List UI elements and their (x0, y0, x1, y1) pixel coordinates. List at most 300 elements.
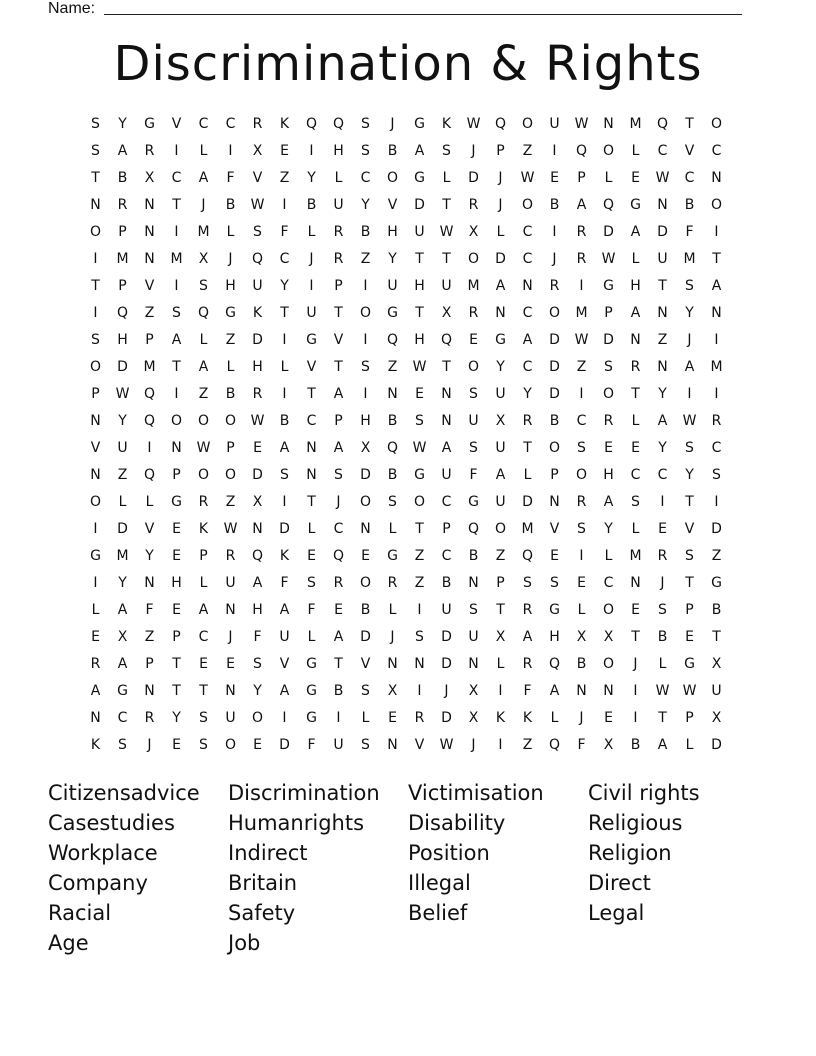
grid-letter[interactable]: M (629, 548, 642, 564)
grid-letter[interactable]: P (334, 413, 343, 429)
grid-letter[interactable]: W (655, 683, 670, 699)
grid-letter[interactable]: T (415, 251, 424, 267)
grid-letter[interactable]: N (711, 305, 722, 321)
grid-letter[interactable]: L (658, 656, 667, 672)
grid-letter[interactable]: I (93, 521, 98, 537)
grid-letter[interactable]: D (603, 224, 614, 240)
grid-letter[interactable]: T (307, 494, 316, 510)
grid-letter[interactable]: C (117, 710, 128, 726)
grid-letter[interactable]: G (414, 116, 425, 132)
grid-letter[interactable]: B (387, 143, 398, 159)
grid-letter[interactable]: X (468, 683, 479, 699)
grid-letter[interactable]: Y (523, 386, 532, 402)
grid-letter[interactable]: M (683, 251, 696, 267)
grid-letter[interactable]: D (495, 251, 506, 267)
grid-letter[interactable]: L (307, 224, 316, 240)
grid-letter[interactable]: Z (225, 494, 236, 510)
grid-letter[interactable]: S (199, 278, 208, 294)
grid-letter[interactable]: M (197, 224, 210, 240)
grid-letter[interactable]: Y (118, 575, 127, 591)
grid-letter[interactable]: E (361, 548, 370, 564)
grid-letter[interactable]: B (306, 197, 317, 213)
grid-letter[interactable]: E (550, 170, 559, 186)
grid-letter[interactable]: R (90, 656, 101, 672)
grid-letter[interactable]: U (441, 602, 452, 618)
grid-letter[interactable]: L (307, 521, 316, 537)
grid-letter[interactable]: P (199, 548, 208, 564)
grid-letter[interactable]: J (633, 656, 638, 672)
grid-letter[interactable]: N (144, 575, 155, 591)
grid-letter[interactable]: Z (198, 386, 209, 402)
grid-letter[interactable]: B (360, 602, 371, 618)
grid-letter[interactable]: S (388, 494, 397, 510)
grid-letter[interactable]: Z (360, 251, 371, 267)
grid-letter[interactable]: B (333, 683, 344, 699)
grid-letter[interactable]: P (496, 143, 505, 159)
grid-letter[interactable]: I (93, 575, 98, 591)
grid-letter[interactable]: A (441, 440, 452, 456)
grid-letter[interactable]: T (685, 116, 694, 132)
grid-letter[interactable]: H (549, 629, 560, 645)
grid-letter[interactable]: O (251, 710, 264, 726)
grid-letter[interactable]: S (253, 656, 262, 672)
grid-letter[interactable]: T (172, 683, 181, 699)
grid-letter[interactable]: S (361, 359, 370, 375)
grid-letter[interactable]: K (441, 116, 452, 132)
grid-letter[interactable]: U (495, 386, 506, 402)
grid-letter[interactable]: M (467, 278, 480, 294)
grid-letter[interactable]: V (90, 440, 101, 456)
grid-letter[interactable]: R (522, 656, 533, 672)
grid-letter[interactable]: C (684, 170, 695, 186)
grid-letter[interactable]: S (361, 116, 370, 132)
grid-letter[interactable]: V (306, 359, 317, 375)
grid-letter[interactable]: B (468, 548, 479, 564)
grid-letter[interactable]: L (550, 710, 559, 726)
grid-letter[interactable]: R (522, 413, 533, 429)
grid-letter[interactable]: I (579, 278, 584, 294)
grid-letter[interactable]: H (252, 602, 263, 618)
grid-letter[interactable]: D (441, 629, 452, 645)
grid-letter[interactable]: C (711, 440, 722, 456)
grid-letter[interactable]: I (363, 386, 368, 402)
grid-letter[interactable]: T (442, 197, 451, 213)
grid-letter[interactable]: E (172, 602, 181, 618)
grid-letter[interactable]: R (468, 305, 479, 321)
grid-letter[interactable]: E (604, 710, 613, 726)
grid-letter[interactable]: D (279, 521, 290, 537)
grid-letter[interactable]: S (442, 143, 451, 159)
grid-letter[interactable]: Z (414, 575, 425, 591)
grid-letter[interactable]: G (684, 656, 695, 672)
grid-letter[interactable]: D (603, 332, 614, 348)
grid-letter[interactable]: B (279, 413, 290, 429)
grid-letter[interactable]: L (280, 359, 289, 375)
grid-letter[interactable]: Q (332, 548, 345, 564)
grid-letter[interactable]: I (282, 332, 287, 348)
grid-letter[interactable]: E (577, 575, 586, 591)
grid-letter[interactable]: I (498, 683, 503, 699)
grid-letter[interactable]: B (657, 629, 668, 645)
grid-letter[interactable]: O (467, 359, 480, 375)
grid-letter[interactable]: W (412, 440, 427, 456)
grid-letter[interactable]: S (577, 521, 586, 537)
grid-letter[interactable]: T (658, 710, 667, 726)
grid-letter[interactable]: E (415, 386, 424, 402)
grid-letter[interactable]: Y (685, 467, 694, 483)
grid-letter[interactable]: A (630, 305, 641, 321)
grid-letter[interactable]: R (252, 116, 263, 132)
grid-letter[interactable]: X (711, 656, 722, 672)
grid-letter[interactable]: L (604, 170, 613, 186)
grid-letter[interactable]: V (144, 521, 155, 537)
grid-letter[interactable]: R (333, 224, 344, 240)
grid-letter[interactable]: B (117, 170, 128, 186)
grid-letter[interactable]: Y (280, 278, 289, 294)
grid-letter[interactable]: H (360, 413, 371, 429)
grid-letter[interactable]: D (549, 359, 560, 375)
grid-letter[interactable]: P (604, 305, 613, 321)
grid-letter[interactable]: T (712, 629, 721, 645)
grid-letter[interactable]: C (279, 251, 290, 267)
grid-letter[interactable]: D (441, 710, 452, 726)
grid-letter[interactable]: U (252, 278, 263, 294)
grid-letter[interactable]: N (657, 305, 668, 321)
grid-letter[interactable]: I (633, 683, 638, 699)
grid-letter[interactable]: L (145, 494, 154, 510)
grid-letter[interactable]: W (196, 440, 211, 456)
grid-letter[interactable]: N (468, 656, 479, 672)
grid-letter[interactable]: O (224, 413, 237, 429)
grid-letter[interactable]: O (602, 386, 615, 402)
grid-letter[interactable]: Z (522, 143, 533, 159)
grid-letter[interactable]: N (387, 386, 398, 402)
grid-letter[interactable]: S (361, 737, 370, 753)
grid-letter[interactable]: I (93, 305, 98, 321)
grid-letter[interactable]: A (252, 575, 263, 591)
grid-letter[interactable]: R (144, 143, 155, 159)
grid-letter[interactable]: A (414, 143, 425, 159)
grid-letter[interactable]: V (360, 656, 371, 672)
grid-letter[interactable]: X (711, 710, 722, 726)
grid-letter[interactable]: J (552, 251, 557, 267)
grid-letter[interactable]: P (496, 575, 505, 591)
grid-letter[interactable]: D (711, 737, 722, 753)
grid-letter[interactable]: L (199, 575, 208, 591)
grid-letter[interactable]: I (417, 602, 422, 618)
grid-letter[interactable]: I (174, 386, 179, 402)
grid-letter[interactable]: N (252, 521, 263, 537)
grid-letter[interactable]: D (279, 737, 290, 753)
grid-letter[interactable]: I (228, 143, 233, 159)
grid-letter[interactable]: Q (143, 467, 156, 483)
grid-letter[interactable]: U (333, 737, 344, 753)
grid-letter[interactable]: M (143, 359, 156, 375)
grid-letter[interactable]: P (172, 629, 181, 645)
grid-letter[interactable]: L (91, 602, 100, 618)
grid-letter[interactable]: L (442, 170, 451, 186)
grid-letter[interactable]: O (494, 521, 507, 537)
grid-letter[interactable]: O (602, 656, 615, 672)
grid-letter[interactable]: E (631, 602, 640, 618)
grid-letter[interactable]: Y (145, 548, 154, 564)
grid-letter[interactable]: T (307, 386, 316, 402)
grid-letter[interactable]: S (307, 575, 316, 591)
grid-letter[interactable]: Q (251, 251, 264, 267)
grid-letter[interactable]: N (225, 602, 236, 618)
grid-letter[interactable]: B (387, 413, 398, 429)
grid-letter[interactable]: U (441, 278, 452, 294)
grid-letter[interactable]: S (118, 737, 127, 753)
grid-letter[interactable]: Y (604, 521, 613, 537)
grid-letter[interactable]: H (414, 278, 425, 294)
grid-letter[interactable]: G (387, 548, 398, 564)
grid-letter[interactable]: X (144, 170, 155, 186)
grid-letter[interactable]: T (685, 575, 694, 591)
grid-letter[interactable]: J (660, 575, 665, 591)
grid-letter[interactable]: Z (414, 548, 425, 564)
grid-letter[interactable]: C (171, 170, 182, 186)
grid-letter[interactable]: G (711, 575, 722, 591)
grid-letter[interactable]: A (279, 602, 290, 618)
grid-letter[interactable]: T (334, 359, 343, 375)
grid-letter[interactable]: V (333, 332, 344, 348)
grid-letter[interactable]: N (657, 197, 668, 213)
grid-letter[interactable]: I (282, 197, 287, 213)
grid-letter[interactable]: L (577, 602, 586, 618)
grid-letter[interactable]: L (361, 710, 370, 726)
grid-letter[interactable]: A (198, 359, 209, 375)
grid-letter[interactable]: B (225, 197, 236, 213)
grid-letter[interactable]: A (279, 440, 290, 456)
grid-letter[interactable]: G (90, 548, 101, 564)
grid-letter[interactable]: G (225, 305, 236, 321)
grid-letter[interactable]: I (363, 278, 368, 294)
grid-letter[interactable]: Z (495, 548, 506, 564)
grid-letter[interactable]: L (118, 494, 127, 510)
grid-letter[interactable]: F (226, 170, 235, 186)
grid-letter[interactable]: P (226, 440, 235, 456)
grid-letter[interactable]: E (280, 143, 289, 159)
grid-letter[interactable]: M (629, 116, 642, 132)
grid-letter[interactable]: U (711, 683, 722, 699)
grid-letter[interactable]: I (579, 548, 584, 564)
grid-letter[interactable]: G (630, 197, 641, 213)
grid-letter[interactable]: V (387, 197, 398, 213)
grid-letter[interactable]: O (359, 305, 372, 321)
grid-letter[interactable]: M (521, 521, 534, 537)
grid-letter[interactable]: D (522, 494, 533, 510)
grid-letter[interactable]: Q (251, 548, 264, 564)
grid-letter[interactable]: S (577, 440, 586, 456)
grid-letter[interactable]: E (631, 440, 640, 456)
grid-letter[interactable]: X (603, 737, 614, 753)
grid-letter[interactable]: H (387, 224, 398, 240)
grid-letter[interactable]: I (714, 224, 719, 240)
grid-letter[interactable]: C (711, 143, 722, 159)
grid-letter[interactable]: L (496, 656, 505, 672)
grid-letter[interactable]: R (117, 197, 128, 213)
grid-letter[interactable]: J (336, 494, 341, 510)
grid-letter[interactable]: Q (143, 413, 156, 429)
grid-letter[interactable]: R (414, 710, 425, 726)
grid-letter[interactable]: E (658, 521, 667, 537)
grid-letter[interactable]: L (631, 251, 640, 267)
grid-letter[interactable]: S (523, 575, 532, 591)
grid-letter[interactable]: N (144, 251, 155, 267)
grid-letter[interactable]: C (630, 467, 641, 483)
grid-letter[interactable]: C (657, 467, 668, 483)
grid-letter[interactable]: X (360, 440, 371, 456)
grid-letter[interactable]: Z (117, 467, 128, 483)
grid-letter[interactable]: I (147, 440, 152, 456)
grid-letter[interactable]: Y (388, 251, 397, 267)
grid-letter[interactable]: Q (440, 332, 453, 348)
grid-letter[interactable]: U (657, 251, 668, 267)
grid-letter[interactable]: I (363, 332, 368, 348)
grid-letter[interactable]: G (144, 116, 155, 132)
grid-letter[interactable]: P (145, 332, 154, 348)
grid-letter[interactable]: T (685, 494, 694, 510)
grid-letter[interactable]: R (468, 197, 479, 213)
grid-letter[interactable]: O (413, 494, 426, 510)
grid-letter[interactable]: U (549, 116, 560, 132)
grid-letter[interactable]: L (199, 332, 208, 348)
grid-letter[interactable]: Q (548, 656, 561, 672)
grid-letter[interactable]: F (469, 467, 478, 483)
grid-letter[interactable]: A (576, 197, 587, 213)
grid-letter[interactable]: T (631, 629, 640, 645)
grid-letter[interactable]: I (714, 494, 719, 510)
grid-letter[interactable]: B (225, 386, 236, 402)
grid-letter[interactable]: I (336, 710, 341, 726)
grid-letter[interactable]: P (172, 467, 181, 483)
grid-letter[interactable]: D (711, 521, 722, 537)
grid-letter[interactable]: Y (685, 305, 694, 321)
grid-letter[interactable]: I (552, 224, 557, 240)
grid-letter[interactable]: R (198, 494, 209, 510)
grid-letter[interactable]: F (253, 629, 262, 645)
grid-letter[interactable]: A (630, 224, 641, 240)
grid-letter[interactable]: O (170, 413, 183, 429)
grid-letter[interactable]: J (390, 116, 395, 132)
grid-letter[interactable]: S (685, 278, 694, 294)
grid-letter[interactable]: B (360, 224, 371, 240)
grid-letter[interactable]: P (577, 170, 586, 186)
grid-letter[interactable]: C (603, 575, 614, 591)
grid-letter[interactable]: I (660, 494, 665, 510)
grid-letter[interactable]: J (201, 197, 206, 213)
grid-letter[interactable]: U (117, 440, 128, 456)
grid-letter[interactable]: E (307, 548, 316, 564)
grid-letter[interactable]: E (172, 548, 181, 564)
grid-letter[interactable]: I (174, 278, 179, 294)
grid-letter[interactable]: I (714, 386, 719, 402)
grid-letter[interactable]: U (225, 575, 236, 591)
grid-letter[interactable]: Z (711, 548, 722, 564)
grid-letter[interactable]: M (116, 548, 129, 564)
grid-letter[interactable]: S (199, 737, 208, 753)
grid-letter[interactable]: E (631, 170, 640, 186)
grid-letter[interactable]: Q (602, 197, 615, 213)
grid-letter[interactable]: C (225, 116, 236, 132)
grid-letter[interactable]: W (223, 521, 238, 537)
grid-letter[interactable]: L (523, 467, 532, 483)
grid-letter[interactable]: U (495, 440, 506, 456)
grid-letter[interactable]: T (172, 197, 181, 213)
grid-letter[interactable]: J (498, 170, 503, 186)
grid-letter[interactable]: T (199, 683, 208, 699)
grid-letter[interactable]: M (575, 305, 588, 321)
grid-letter[interactable]: I (714, 332, 719, 348)
grid-letter[interactable]: U (279, 629, 290, 645)
grid-letter[interactable]: C (522, 305, 533, 321)
grid-letter[interactable]: A (333, 629, 344, 645)
grid-letter[interactable]: C (360, 170, 371, 186)
grid-letter[interactable]: I (282, 494, 287, 510)
grid-letter[interactable]: X (576, 629, 587, 645)
grid-letter[interactable]: P (118, 278, 127, 294)
grid-letter[interactable]: V (549, 521, 560, 537)
grid-letter[interactable]: J (228, 251, 233, 267)
grid-letter[interactable]: W (682, 683, 697, 699)
grid-letter[interactable]: I (417, 683, 422, 699)
grid-letter[interactable]: N (603, 116, 614, 132)
grid-letter[interactable]: T (91, 170, 100, 186)
grid-letter[interactable]: P (685, 602, 694, 618)
grid-letter[interactable]: T (334, 305, 343, 321)
grid-letter[interactable]: D (360, 467, 371, 483)
grid-letter[interactable]: Y (253, 683, 262, 699)
grid-letter[interactable]: O (548, 305, 561, 321)
grid-letter[interactable]: I (309, 278, 314, 294)
grid-letter[interactable]: U (414, 224, 425, 240)
grid-letter[interactable]: H (252, 359, 263, 375)
grid-letter[interactable]: E (334, 602, 343, 618)
grid-letter[interactable]: T (415, 521, 424, 537)
grid-letter[interactable]: T (334, 656, 343, 672)
grid-letter[interactable]: W (115, 386, 130, 402)
grid-letter[interactable]: F (307, 737, 316, 753)
grid-letter[interactable]: A (657, 413, 668, 429)
grid-letter[interactable]: R (576, 494, 587, 510)
grid-letter[interactable]: O (602, 602, 615, 618)
grid-letter[interactable]: O (224, 737, 237, 753)
grid-letter[interactable]: C (198, 116, 209, 132)
grid-letter[interactable]: W (250, 413, 265, 429)
grid-letter[interactable]: R (576, 251, 587, 267)
grid-letter[interactable]: B (387, 467, 398, 483)
grid-letter[interactable]: Z (225, 332, 236, 348)
grid-letter[interactable]: N (171, 440, 182, 456)
grid-letter[interactable]: V (252, 170, 263, 186)
grid-letter[interactable]: N (225, 683, 236, 699)
grid-letter[interactable]: H (117, 332, 128, 348)
grid-letter[interactable]: H (630, 278, 641, 294)
grid-letter[interactable]: O (197, 467, 210, 483)
grid-letter[interactable]: I (498, 737, 503, 753)
grid-letter[interactable]: O (89, 359, 102, 375)
grid-letter[interactable]: C (198, 629, 209, 645)
grid-letter[interactable]: H (603, 467, 614, 483)
grid-letter[interactable]: S (469, 602, 478, 618)
grid-letter[interactable]: G (387, 305, 398, 321)
grid-letter[interactable]: A (171, 332, 182, 348)
grid-letter[interactable]: K (279, 548, 290, 564)
grid-letter[interactable]: U (468, 413, 479, 429)
grid-letter[interactable]: H (225, 278, 236, 294)
grid-letter[interactable]: G (549, 602, 560, 618)
